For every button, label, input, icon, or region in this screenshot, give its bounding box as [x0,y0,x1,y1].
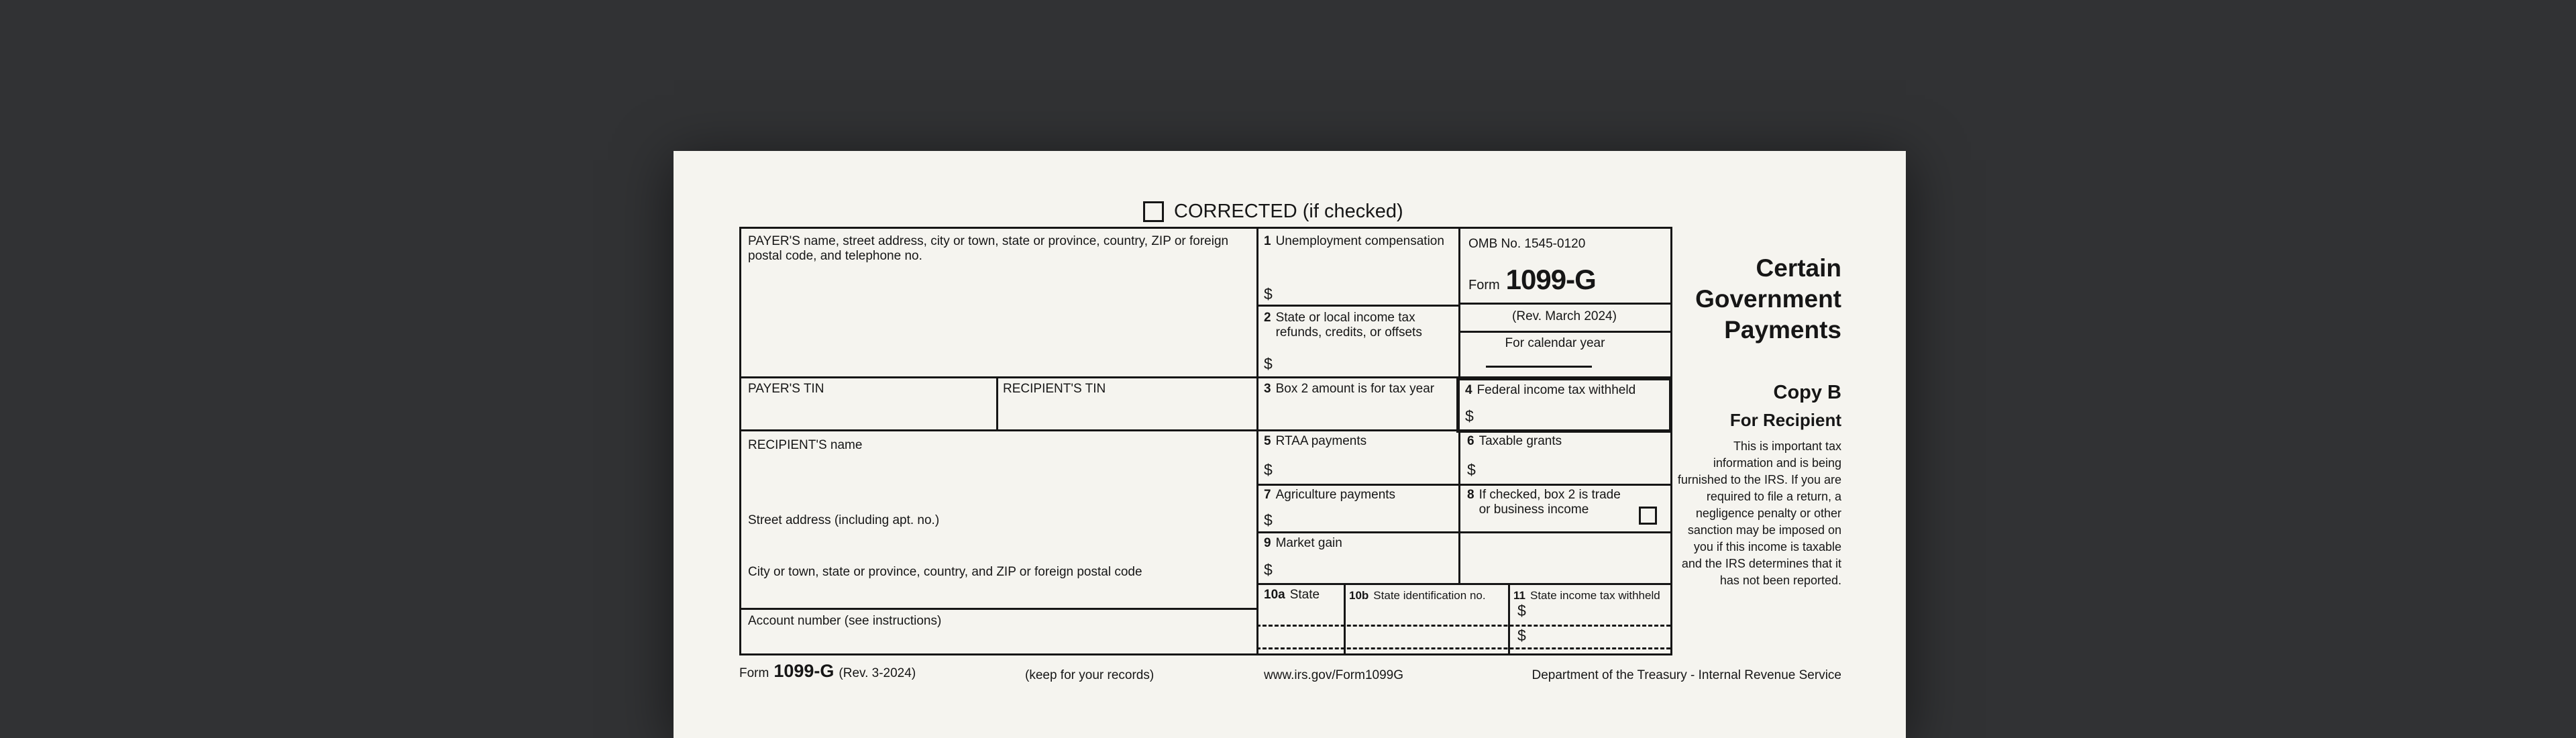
calendar-year-blank [1486,366,1592,368]
footer-form-id [739,661,916,682]
form-table [739,227,1672,655]
form-title: Certain Government Payments [1695,254,1841,344]
box7-number: 7 [1264,488,1271,502]
box4-label: Federal income tax withheld [1477,383,1636,397]
box5-label: RTAA payments [1275,434,1367,448]
box10a-label: State [1289,588,1320,602]
box2-label-row [1264,311,1457,340]
box1-dollar-sign: $ [1264,285,1273,303]
copy-b-label: Copy B [1773,382,1841,403]
box6-label: Taxable grants [1479,434,1562,448]
corrected-label: CORRECTED (if checked) [1174,201,1403,222]
divider-col-a-b [1256,229,1258,653]
box8-number: 8 [1467,488,1474,502]
box11-dollar-sign-row1: $ [1517,602,1526,619]
box4-number: 4 [1465,383,1472,397]
box2-dollar-sign: $ [1264,355,1273,372]
box2-number: 2 [1264,311,1271,325]
box11-dollar-sign-row2: $ [1517,627,1526,644]
divider-10a-10b [1344,583,1346,653]
footer-revision: (Rev. 3-2024) [839,666,916,680]
department-label: Department of the Treasury - Internal Revenue Service [1532,668,1841,682]
footer-form-number: 1099-G [773,661,835,681]
omb-number: OMB No. 1545-0120 [1468,237,1586,251]
box2-label: State or local income tax refunds, credits, or offsets [1275,311,1422,339]
box11-label-row [1513,589,1671,602]
corrected-row [1143,201,1403,223]
recipient-notice: This is important tax information and is being furnished to the IRS. If you are required to file a return, a negligence penalty or other sanction may be imposed on you if this income is taxable and the IRS determines that it has not been reported. [1677,439,1841,587]
box7-label: Agriculture payments [1275,488,1396,502]
divider-box9-box10 [1256,583,1670,585]
keep-for-records-label: (keep for your records) [1025,668,1155,682]
box11-number: 11 [1513,589,1525,602]
box5-dollar-sign: $ [1264,461,1273,478]
divider-state-row1 [1256,625,1670,627]
box3-label-row [1264,382,1455,397]
box8-label: If checked, box 2 is trade or business income [1479,488,1621,517]
calendar-year-label: For calendar year [1505,336,1605,350]
box3-label: Box 2 amount is for tax year [1275,382,1435,396]
divider-box7-box9 [1256,531,1670,533]
divider-rev-calendar [1458,331,1670,333]
box4-federal-withheld-box [1456,377,1672,433]
box9-dollar-sign: $ [1264,561,1273,578]
divider-omb-rev [1458,303,1670,305]
box9-number: 9 [1264,536,1271,550]
box6-label-row [1467,434,1662,449]
box7-dollar-sign: $ [1264,511,1273,529]
divider-box1-box2 [1256,305,1458,307]
divider-tin [996,376,998,429]
divider-10b-11 [1508,583,1510,653]
form-1099g-page [674,151,1906,738]
form-number: 1099-G [1505,264,1596,295]
divider-account [741,608,1256,610]
city-state-zip-label: City or town, state or province, country, and ZIP or foreign postal code [748,565,1142,579]
box4-dollar-sign: $ [1465,407,1474,425]
box10b-label: State identification no. [1373,589,1486,602]
box9-label: Market gain [1275,536,1342,550]
form-word: Form [1468,278,1500,293]
revision-label: (Rev. March 2024) [1512,309,1617,323]
box5-label-row [1264,434,1455,449]
box3-number: 3 [1264,382,1271,396]
corrected-checkbox[interactable] [1143,201,1164,222]
divider-state-row2 [1256,647,1670,649]
footer-form-word: Form [739,666,769,680]
form-number-row [1468,264,1596,296]
for-recipient-label: For Recipient [1729,410,1841,430]
box7-label-row [1264,488,1455,503]
street-address-label: Street address (including apt. no.) [748,513,940,527]
box10a-label-row [1264,588,1320,602]
box1-number: 1 [1264,234,1271,248]
recipient-tin-label: RECIPIENT'S TIN [1003,382,1106,396]
payer-tin-label: PAYER'S TIN [748,382,824,396]
divider-box5-box7 [1256,484,1670,486]
box6-dollar-sign: $ [1467,461,1476,478]
recipient-name-label: RECIPIENT'S name [748,438,863,452]
box10b-number: 10b [1349,589,1369,602]
payer-name-label: PAYER'S name, street address, city or town, state or province, country, ZIP or foreign postal code, and telephone no. [748,234,1229,263]
box1-label-row [1264,234,1455,249]
box10a-number: 10a [1264,588,1285,602]
box11-label: State income tax withheld [1529,589,1660,602]
box8-label-row [1467,488,1625,517]
box8-checkbox[interactable] [1639,507,1657,525]
box10b-label-row [1349,589,1505,602]
account-number-label: Account number (see instructions) [748,614,942,628]
box1-label: Unemployment compensation [1275,234,1444,248]
box4-label-row [1465,383,1666,398]
box5-number: 5 [1264,434,1271,448]
box6-number: 6 [1467,434,1474,448]
box9-label-row [1264,536,1455,551]
irs-url: www.irs.gov/Form1099G [1264,668,1404,682]
